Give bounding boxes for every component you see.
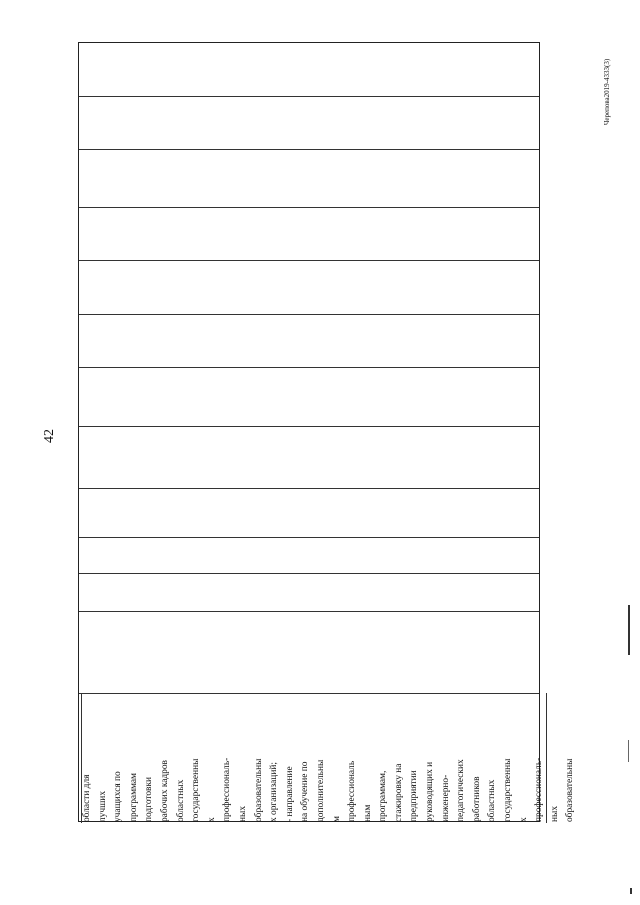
row-divider — [79, 96, 539, 97]
cell-line: на обучение по — [300, 761, 311, 822]
cell-line: ных — [237, 805, 248, 822]
row-divider — [79, 488, 539, 489]
cell-line: профессиональ- — [222, 757, 233, 822]
margin-mark — [628, 740, 629, 762]
row-divider — [79, 260, 539, 261]
row-divider — [79, 426, 539, 427]
margin-mark — [628, 605, 630, 655]
row-divider — [79, 573, 539, 574]
cell-line: работников — [471, 776, 482, 822]
cell-line: педагогических — [456, 759, 467, 822]
cell-line: рабочих кадров — [159, 760, 170, 822]
row-divider — [79, 314, 539, 315]
cell-line: ных — [549, 805, 560, 822]
cell-line: х организаций; — [269, 762, 280, 822]
cell-line: стажировку на — [393, 763, 404, 822]
cell-line: программам — [128, 773, 139, 822]
row-divider — [79, 537, 539, 538]
cell-line: областных — [487, 779, 498, 822]
cell-line: лучших — [97, 790, 108, 822]
cell-line: - направление — [284, 766, 295, 822]
table-cell-text — [80, 672, 576, 822]
cell-line: подготовки — [144, 776, 155, 822]
cell-line: государственны — [503, 758, 514, 822]
cell-line: предприятии — [409, 770, 420, 822]
cell-line: учащихся по — [113, 771, 124, 822]
cell-line: программам, — [378, 770, 389, 822]
cell-line: ным — [362, 804, 373, 822]
cell-line: образовательны — [253, 758, 264, 822]
row-divider — [79, 149, 539, 150]
cell-line: х — [206, 817, 217, 822]
row-divider — [79, 611, 539, 612]
cell-line: х — [518, 817, 529, 822]
cell-line: областных — [175, 779, 186, 822]
row-divider — [79, 367, 539, 368]
cell-line: руководящих и — [425, 761, 436, 822]
row-divider — [79, 207, 539, 208]
cell-line: м — [331, 816, 342, 822]
margin-mark — [630, 888, 632, 894]
cell-line: профессиональ- — [534, 757, 545, 822]
page-number: 42 — [42, 429, 57, 443]
cell-line: государственны — [191, 758, 202, 822]
cell-line: профессиональ — [347, 760, 358, 822]
cell-line: области для — [82, 774, 92, 822]
side-registration-note: Черепова2019-4333(3) — [603, 58, 611, 126]
cell-line: инженерно- — [440, 774, 451, 822]
cell-line: образовательны — [565, 758, 576, 822]
cell-line: дополнительны — [315, 759, 326, 822]
